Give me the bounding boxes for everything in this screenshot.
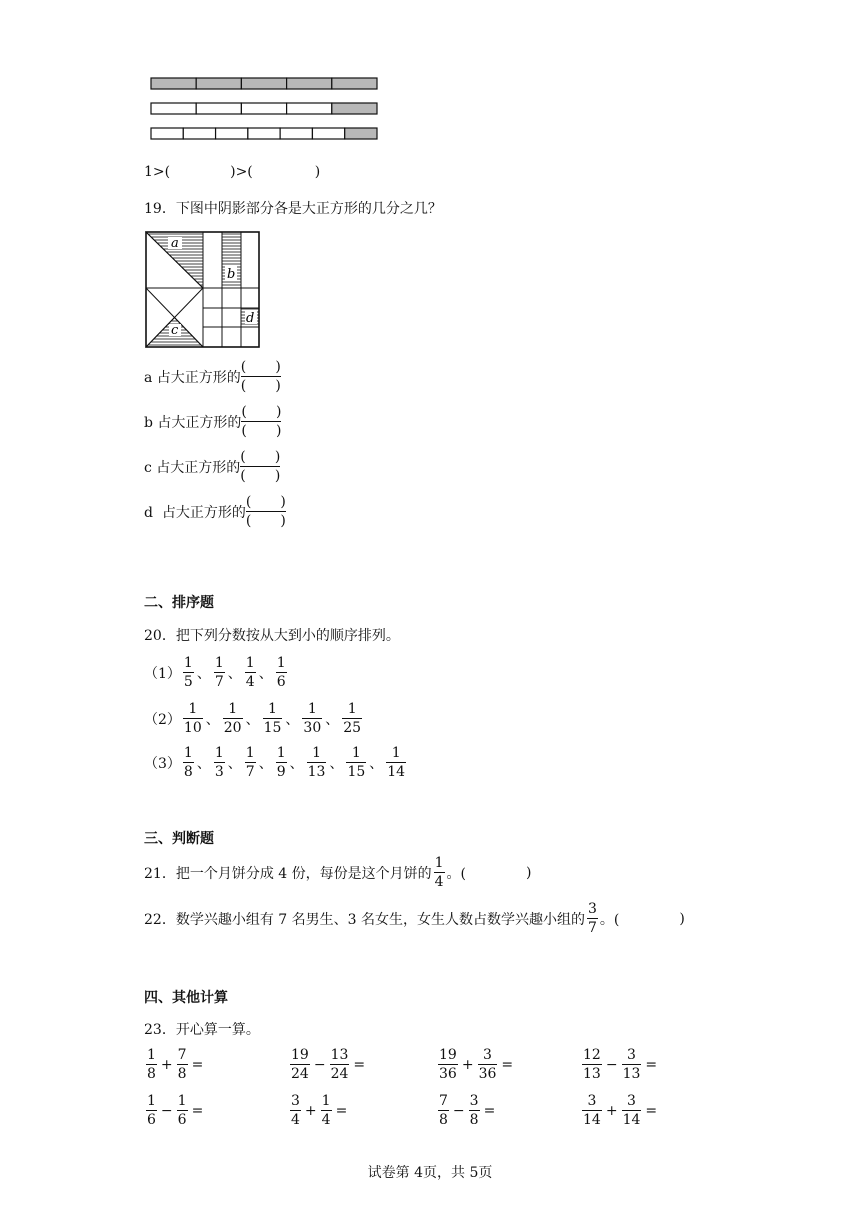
fraction: $\frac{1}{25}$ (343, 701, 362, 736)
q19-item-c: c 占大正方形的 ( ) ( ) (144, 449, 281, 484)
answer-blank[interactable]: ( ) ( ) (245, 494, 286, 529)
calc-problem: $\frac{19}{36}$ + $\frac{3}{36}$ = (439, 1047, 514, 1082)
bar-segment (345, 128, 377, 139)
fraction: $\frac{1}{4}$ (245, 655, 255, 690)
q20-row-2: （2） $\frac{1}{10}$ 、 $\frac{1}{20}$ 、 $\frac{1}{15}$ 、 $\frac{1}{30}$ 、 $\frac{1}{25}$ (144, 701, 362, 736)
bar-segment (151, 103, 196, 114)
fraction: $\frac{3}{13}$ (622, 1047, 641, 1082)
fraction: $\frac{1}{15}$ (263, 701, 282, 736)
question-22: 22．数学兴趣小组有 7 名男生、3 名女生，女生人数占数学兴趣小组的 $\frac{3}{7}$ 。( ) (144, 901, 685, 936)
q20-row-3: （3） $\frac{1}{8}$ 、 $\frac{1}{3}$ 、 $\frac{1}{7}$ 、 $\frac{1}{9}$ 、 $\frac{1}{13}$ 、 $\frac{1}{15}$ 、 $\frac{1}{14}$ (144, 745, 406, 780)
fraction: $\frac{1}{8}$ (183, 745, 193, 780)
compare-line: 1>( )>( ) (144, 164, 321, 180)
fraction: $\frac{3}{8}$ (469, 1093, 479, 1128)
fraction: $\frac{1}{3}$ (214, 745, 224, 780)
q19-item-b: b 占大正方形的 ( ) ( ) (144, 404, 282, 439)
bar-segment (287, 78, 332, 89)
fraction: $\frac{1}{4}$ (434, 855, 444, 890)
fraction: $\frac{1}{5}$ (183, 655, 193, 690)
question-20: 20．把下列分数按从大到小的顺序排列。 (144, 628, 400, 644)
bar-segment (332, 103, 377, 114)
fraction: $\frac{1}{6}$ (276, 655, 286, 690)
question-19: 19．下图中阴影部分各是大正方形的几分之几？ (144, 201, 442, 217)
label-d: d (246, 311, 255, 326)
fraction: $\frac{1}{8}$ (147, 1047, 156, 1082)
calc-problem: $\frac{1}{6}$ − $\frac{1}{6}$ = (147, 1093, 204, 1128)
bar-segment (151, 128, 183, 139)
fraction: $\frac{1}{9}$ (276, 745, 286, 780)
fraction: $\frac{1}{6}$ (147, 1093, 156, 1128)
section-title-judgement: 三、判断题 (144, 831, 214, 847)
fraction: $\frac{1}{14}$ (387, 745, 406, 780)
fraction: $\frac{1}{7}$ (214, 655, 224, 690)
question-23: 23．开心算一算。 (144, 1022, 260, 1038)
bar-segment (248, 128, 280, 139)
fraction: $\frac{1}{15}$ (347, 745, 366, 780)
fraction: $\frac{1}{20}$ (223, 701, 242, 736)
fraction: $\frac{1}{10}$ (183, 701, 202, 736)
bar-segment (312, 128, 344, 139)
page-footer: 试卷第 4页，共 5页 (367, 1165, 493, 1181)
bar-segment (280, 128, 312, 139)
fraction: $\frac{1}{4}$ (321, 1093, 331, 1128)
calc-problem: $\frac{3}{14}$ + $\frac{3}{14}$ = (583, 1093, 658, 1128)
section-title-sorting: 二、排序题 (144, 595, 214, 611)
fraction: $\frac{1}{6}$ (177, 1093, 187, 1128)
fraction: $\frac{1}{7}$ (245, 745, 255, 780)
bar-segment (216, 128, 248, 139)
q20-row-1: （1） $\frac{1}{5}$ 、 $\frac{1}{7}$ 、 $\frac{1}{4}$ 、 $\frac{1}{6}$ (144, 655, 286, 690)
fraction: $\frac{13}{24}$ (330, 1047, 349, 1082)
fraction: $\frac{7}{8}$ (177, 1047, 187, 1082)
fraction: $\frac{7}{8}$ (439, 1093, 448, 1128)
calc-problem: $\frac{1}{8}$ + $\frac{7}{8}$ = (147, 1047, 204, 1082)
question-21: 21．把一个月饼分成 4 份，每份是这个月饼的 $\frac{1}{4}$ 。( ) (144, 855, 532, 890)
bar-segment (287, 103, 332, 114)
answer-blank[interactable]: ( ) ( ) (240, 359, 281, 394)
fraction: $\frac{3}{7}$ (587, 901, 597, 936)
square-figure (145, 230, 261, 350)
q19-item-d: d 占大正方形的 ( ) ( ) (144, 494, 286, 529)
fraction-bars-figure (150, 76, 380, 142)
fraction: $\frac{19}{24}$ (291, 1047, 309, 1082)
fraction: $\frac{12}{13}$ (583, 1047, 601, 1082)
answer-blank[interactable]: ( ) ( ) (241, 404, 282, 439)
answer-blank[interactable]: ( ) ( ) (240, 449, 281, 484)
fraction: $\frac{3}{4}$ (291, 1093, 300, 1128)
fraction: $\frac{19}{36}$ (439, 1047, 457, 1082)
calc-problem: $\frac{7}{8}$ − $\frac{3}{8}$ = (439, 1093, 496, 1128)
bar-segment (332, 78, 377, 89)
bar-segment (241, 78, 286, 89)
fraction: $\frac{3}{14}$ (583, 1093, 601, 1128)
fraction: $\frac{3}{14}$ (622, 1093, 641, 1128)
bar-segment (183, 128, 215, 139)
bar-segment (196, 103, 241, 114)
section-title-calculation: 四、其他计算 (144, 990, 228, 1006)
q19-item-a: a 占大正方形的 ( ) ( ) (144, 359, 281, 394)
fraction: $\frac{1}{30}$ (303, 701, 322, 736)
fraction: $\frac{1}{13}$ (307, 745, 326, 780)
calc-problem: $\frac{19}{24}$ − $\frac{13}{24}$ = (291, 1047, 366, 1082)
label-a: a (171, 236, 179, 251)
calc-problem: $\frac{3}{4}$ + $\frac{1}{4}$ = (291, 1093, 348, 1128)
bar-segment (151, 78, 196, 89)
label-c: c (171, 323, 179, 338)
bar-segment (241, 103, 286, 114)
label-b: b (227, 267, 236, 282)
calc-problem: $\frac{12}{13}$ − $\frac{3}{13}$ = (583, 1047, 658, 1082)
fraction: $\frac{3}{36}$ (478, 1047, 497, 1082)
bar-segment (196, 78, 241, 89)
